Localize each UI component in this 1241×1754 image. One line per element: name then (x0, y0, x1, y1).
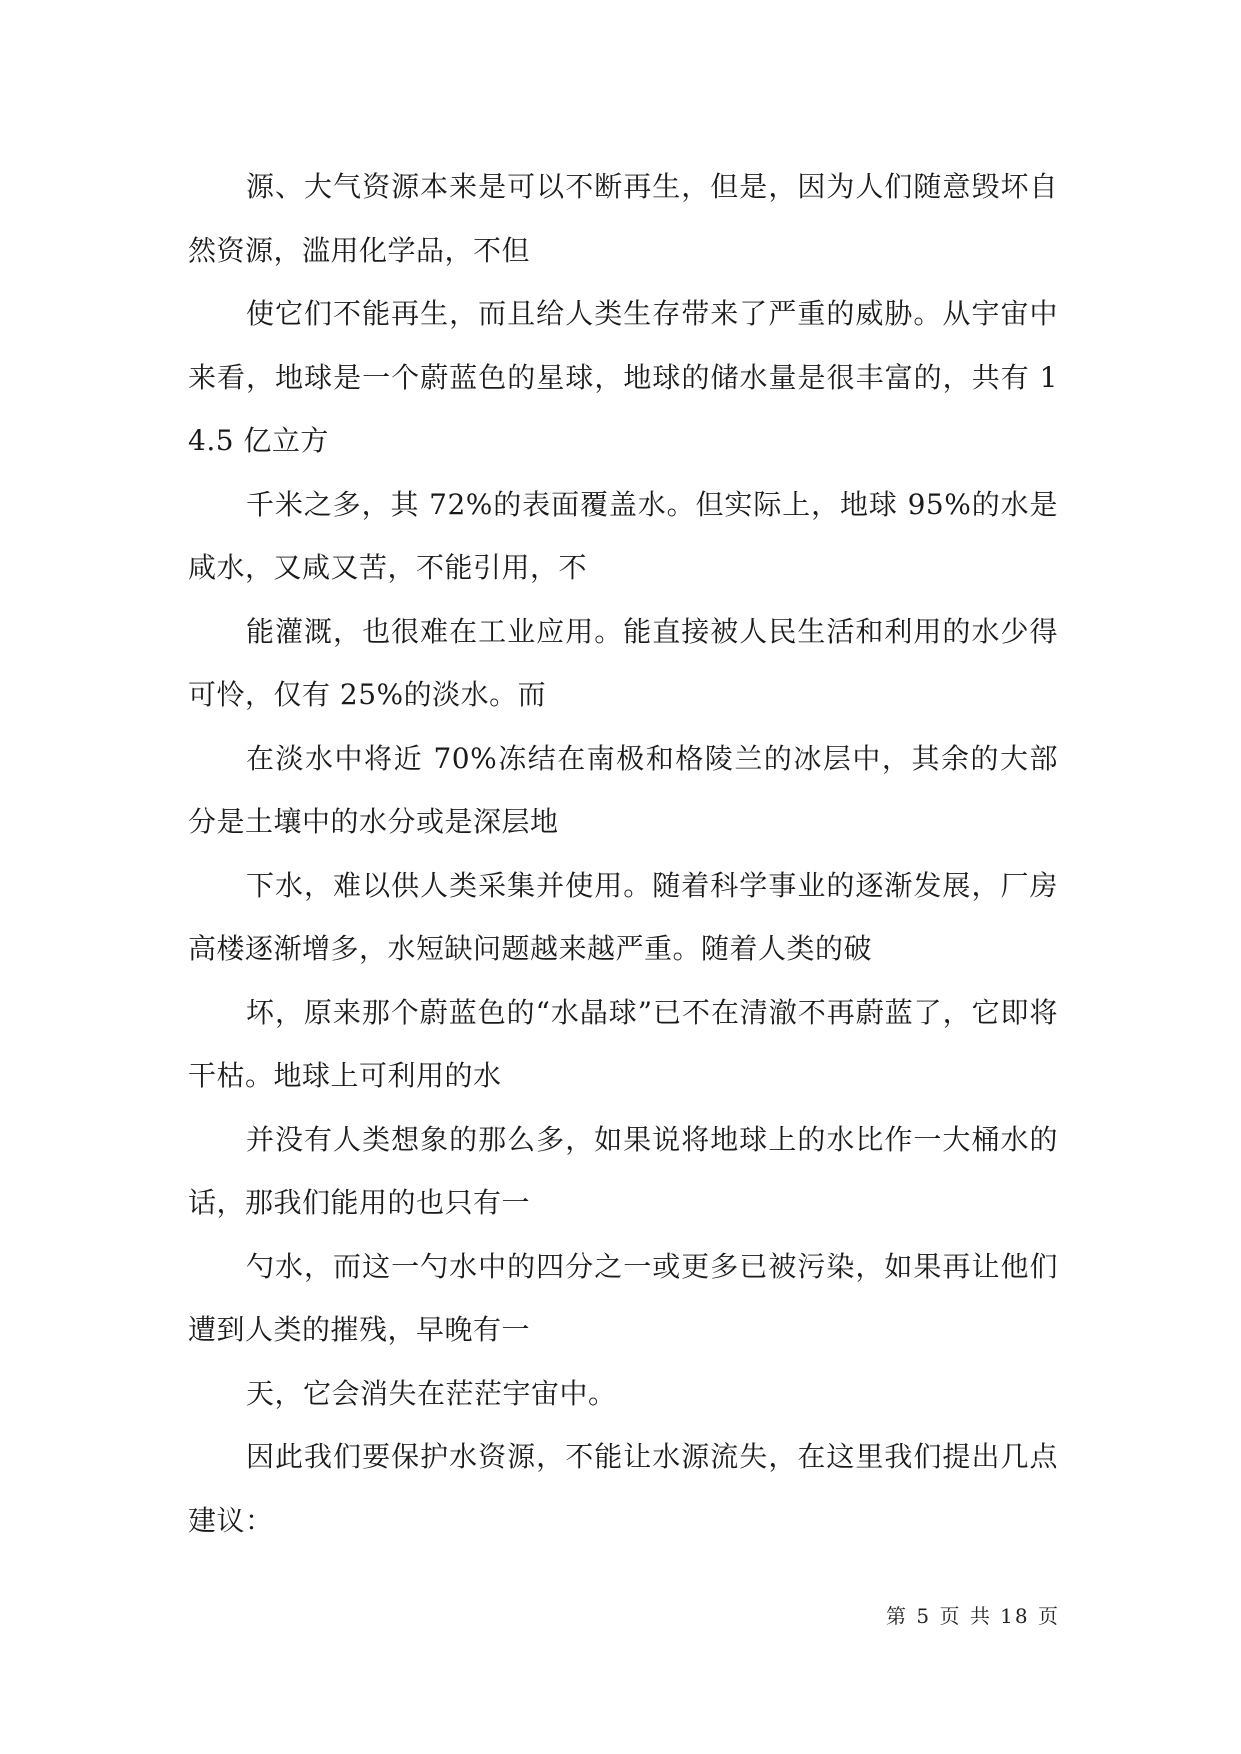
paragraph: 使它们不能再生，而且给人类生存带来了严重的威胁。从宇宙中来看，地球是一个蔚蓝色的星球，地球的储水量是很丰富的，共有 14.5 亿立方 (188, 297, 1058, 457)
page-number-footer: 第 5 页 共 18 页 (886, 1604, 1060, 1628)
paragraph: 勺水，而这一勺水中的四分之一或更多已被污染，如果再让他们遭到人类的摧残，早晚有一 (188, 1249, 1058, 1346)
paragraph: 在淡水中将近 70%冻结在南极和格陵兰的冰层中，其余的大部分是土壤中的水分或是深层地 (188, 741, 1058, 838)
document-body (188, 155, 1058, 1552)
paragraph: 下水，难以供人类采集并使用。随着科学事业的逐渐发展，厂房高楼逐渐增多，水短缺问题越来越严重。随着人类的破 (188, 868, 1058, 965)
paragraph: 天，它会消失在茫茫宇宙中。 (246, 1376, 617, 1410)
paragraph: 并没有人类想象的那么多，如果说将地球上的水比作一大桶水的话，那我们能用的也只有一 (188, 1122, 1058, 1219)
paragraph: 千米之多，其 72%的表面覆盖水。但实际上，地球 95%的水是咸水，又咸又苦，不能引用，不 (188, 487, 1058, 584)
paragraph: 能灌溉，也很难在工业应用。能直接被人民生活和利用的水少得可怜，仅有 25%的淡水。而 (188, 614, 1058, 711)
paragraph: 源、大气资源本来是可以不断再生，但是，因为人们随意毁坏自然资源，滥用化学品，不但 (188, 170, 1058, 267)
paragraph: 因此我们要保护水资源，不能让水源流失，在这里我们提出几点建议： (188, 1440, 1058, 1537)
paragraph: 坏，原来那个蔚蓝色的“水晶球”已不在清澈不再蔚蓝了，它即将干枯。地球上可利用的水 (188, 995, 1058, 1092)
